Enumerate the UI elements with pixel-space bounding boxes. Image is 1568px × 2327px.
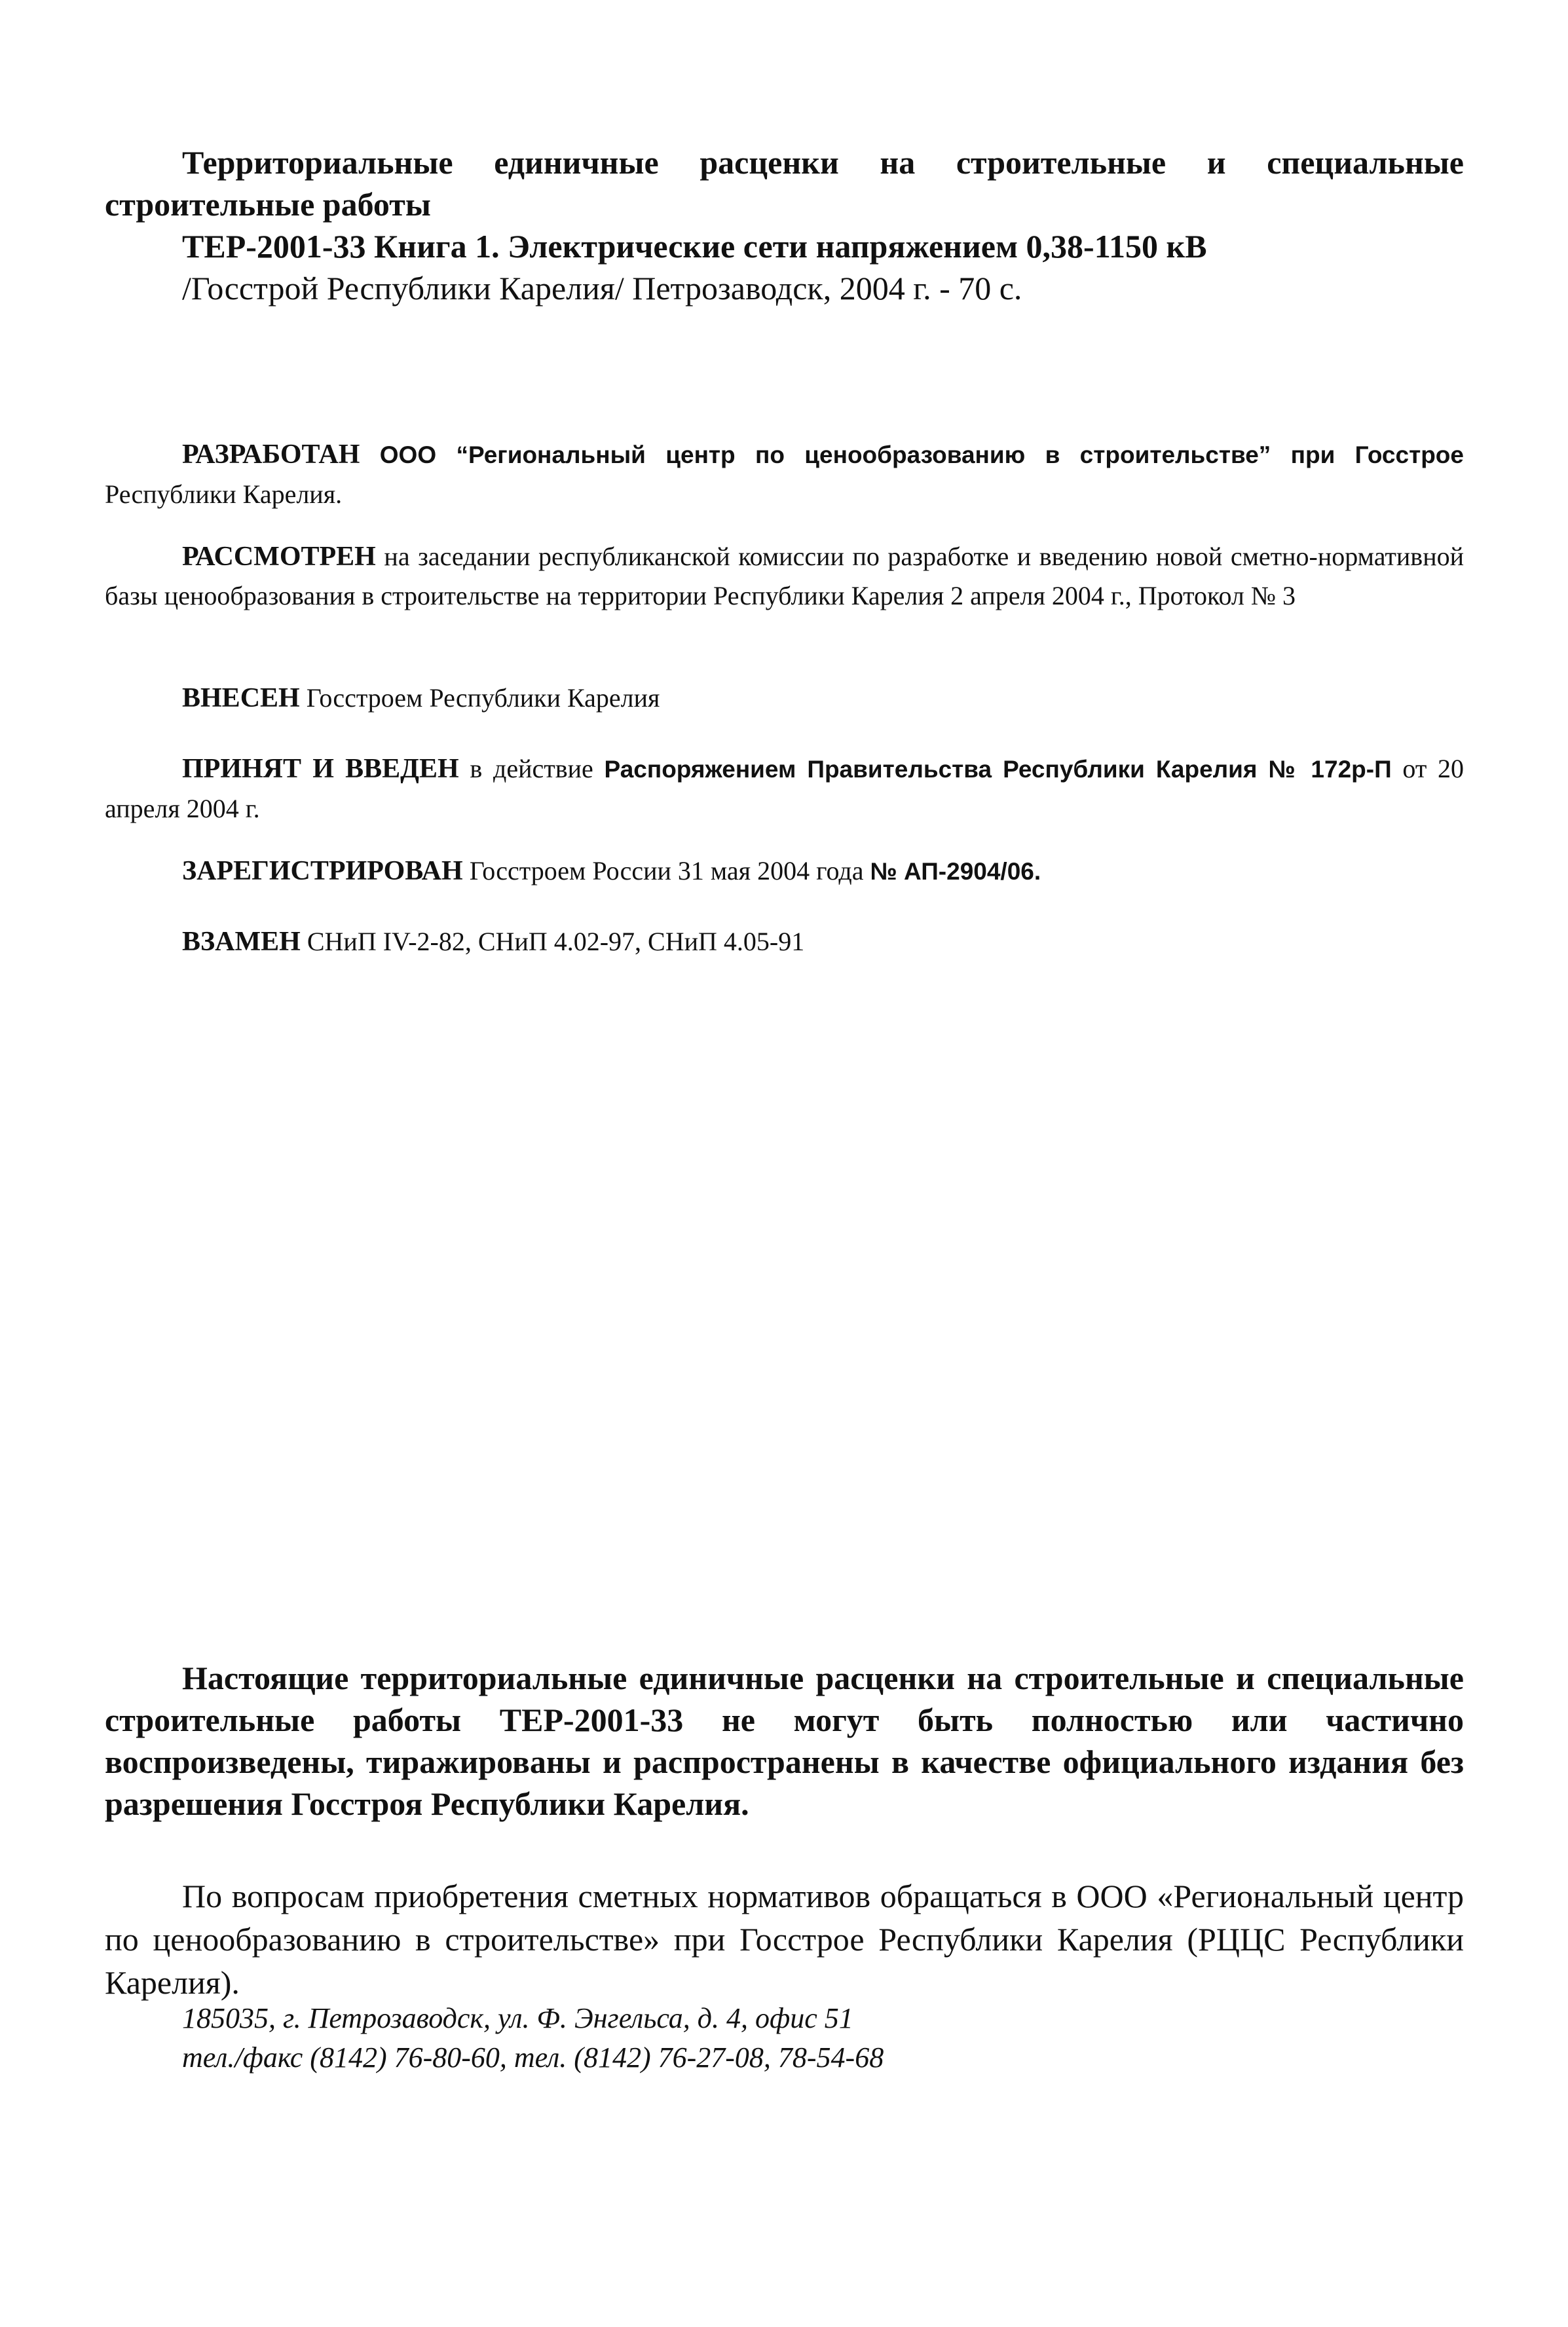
contact-text: По вопросам приобретения сметных нормативов обращаться в ООО «Региональный центр по ценообразованию в строительстве» при Госстрое Республики Карелия (РЦЦС Республики Карелия). — [105, 1878, 1464, 2001]
registered-lead: ЗАРЕГИСТРИРОВАН — [182, 856, 463, 886]
reviewed-paragraph — [105, 537, 1464, 616]
document-code-text: ТЕР-2001-33 Книга 1. Электрические сети напряжением 0,38-1150 кВ — [182, 228, 1207, 265]
introduced-text: Госстроем Республики Карелия — [299, 683, 660, 713]
copyright-notice-text: Настоящие территориальные единичные расценки на строительные и специальные строительные работы ТЕР-2001-33 не могут быть полностью или частично воспроизведены, тиражированы и распространены в качестве официального издания без разрешения Госстроя Республики Карелия. — [105, 1660, 1464, 1822]
replaces-lead: ВЗАМЕН — [182, 927, 301, 957]
document-code-line — [105, 225, 1464, 267]
address-block — [182, 1999, 1361, 2077]
reviewed-lead: РАССМОТРЕН — [182, 542, 376, 572]
developed-org: ООО “Региональный центр по ценообразованию в строительстве” при Госстрое — [360, 441, 1464, 468]
adopted-date: от 20 апреля 2004 г. — [105, 754, 1465, 823]
reviewed-text: на заседании республиканской комиссии по разработке и введению новой сметно-нормативной базы ценообразования в строительстве на территории Республики Карелия 2 апреля 2004 г., Протокол № 3 — [105, 542, 1464, 610]
registered-number: № АП-2904/06. — [870, 858, 1041, 885]
phone-line: тел./факс (8142) 76-80-60, тел. (8142) 76-27-08, 78-54-68 — [182, 2041, 884, 2074]
adopted-order: Распоряжением Правительства Республики Карелия — [604, 756, 1258, 783]
developed-text: Республики Карелия. — [105, 479, 343, 509]
registered-paragraph — [105, 851, 1464, 891]
developed-paragraph — [105, 435, 1464, 514]
introduced-paragraph — [105, 679, 1464, 718]
adopted-text: в действие — [458, 754, 605, 783]
contact-paragraph — [105, 1874, 1464, 2004]
address-line: 185035, г. Петрозаводск, ул. Ф. Энгельса, д. 4, офис 51 — [182, 2002, 853, 2034]
replaces-paragraph — [105, 922, 1464, 961]
publisher-text: /Госстрой Республики Карелия/ Петрозаводск, 2004 г. - 70 с. — [182, 270, 1022, 307]
developed-lead: РАЗРАБОТАН — [182, 439, 360, 470]
document-title — [105, 141, 1464, 225]
copyright-notice — [105, 1657, 1464, 1825]
adopted-lead: ПРИНЯТ И ВВЕДЕН — [182, 754, 459, 784]
adopted-paragraph — [105, 749, 1464, 828]
document-title-text: Территориальные единичные расценки на строительные и специальные строительные работы — [105, 144, 1464, 223]
introduced-lead: ВНЕСЕН — [182, 683, 300, 713]
publisher-line — [105, 267, 1464, 309]
registered-text: Госстроем России 31 мая 2004 года — [462, 856, 870, 885]
replaces-text: СНиП IV-2-82, СНиП 4.02-97, СНиП 4.05-91 — [300, 927, 805, 956]
adopted-number: № 172р-П — [1257, 756, 1392, 783]
